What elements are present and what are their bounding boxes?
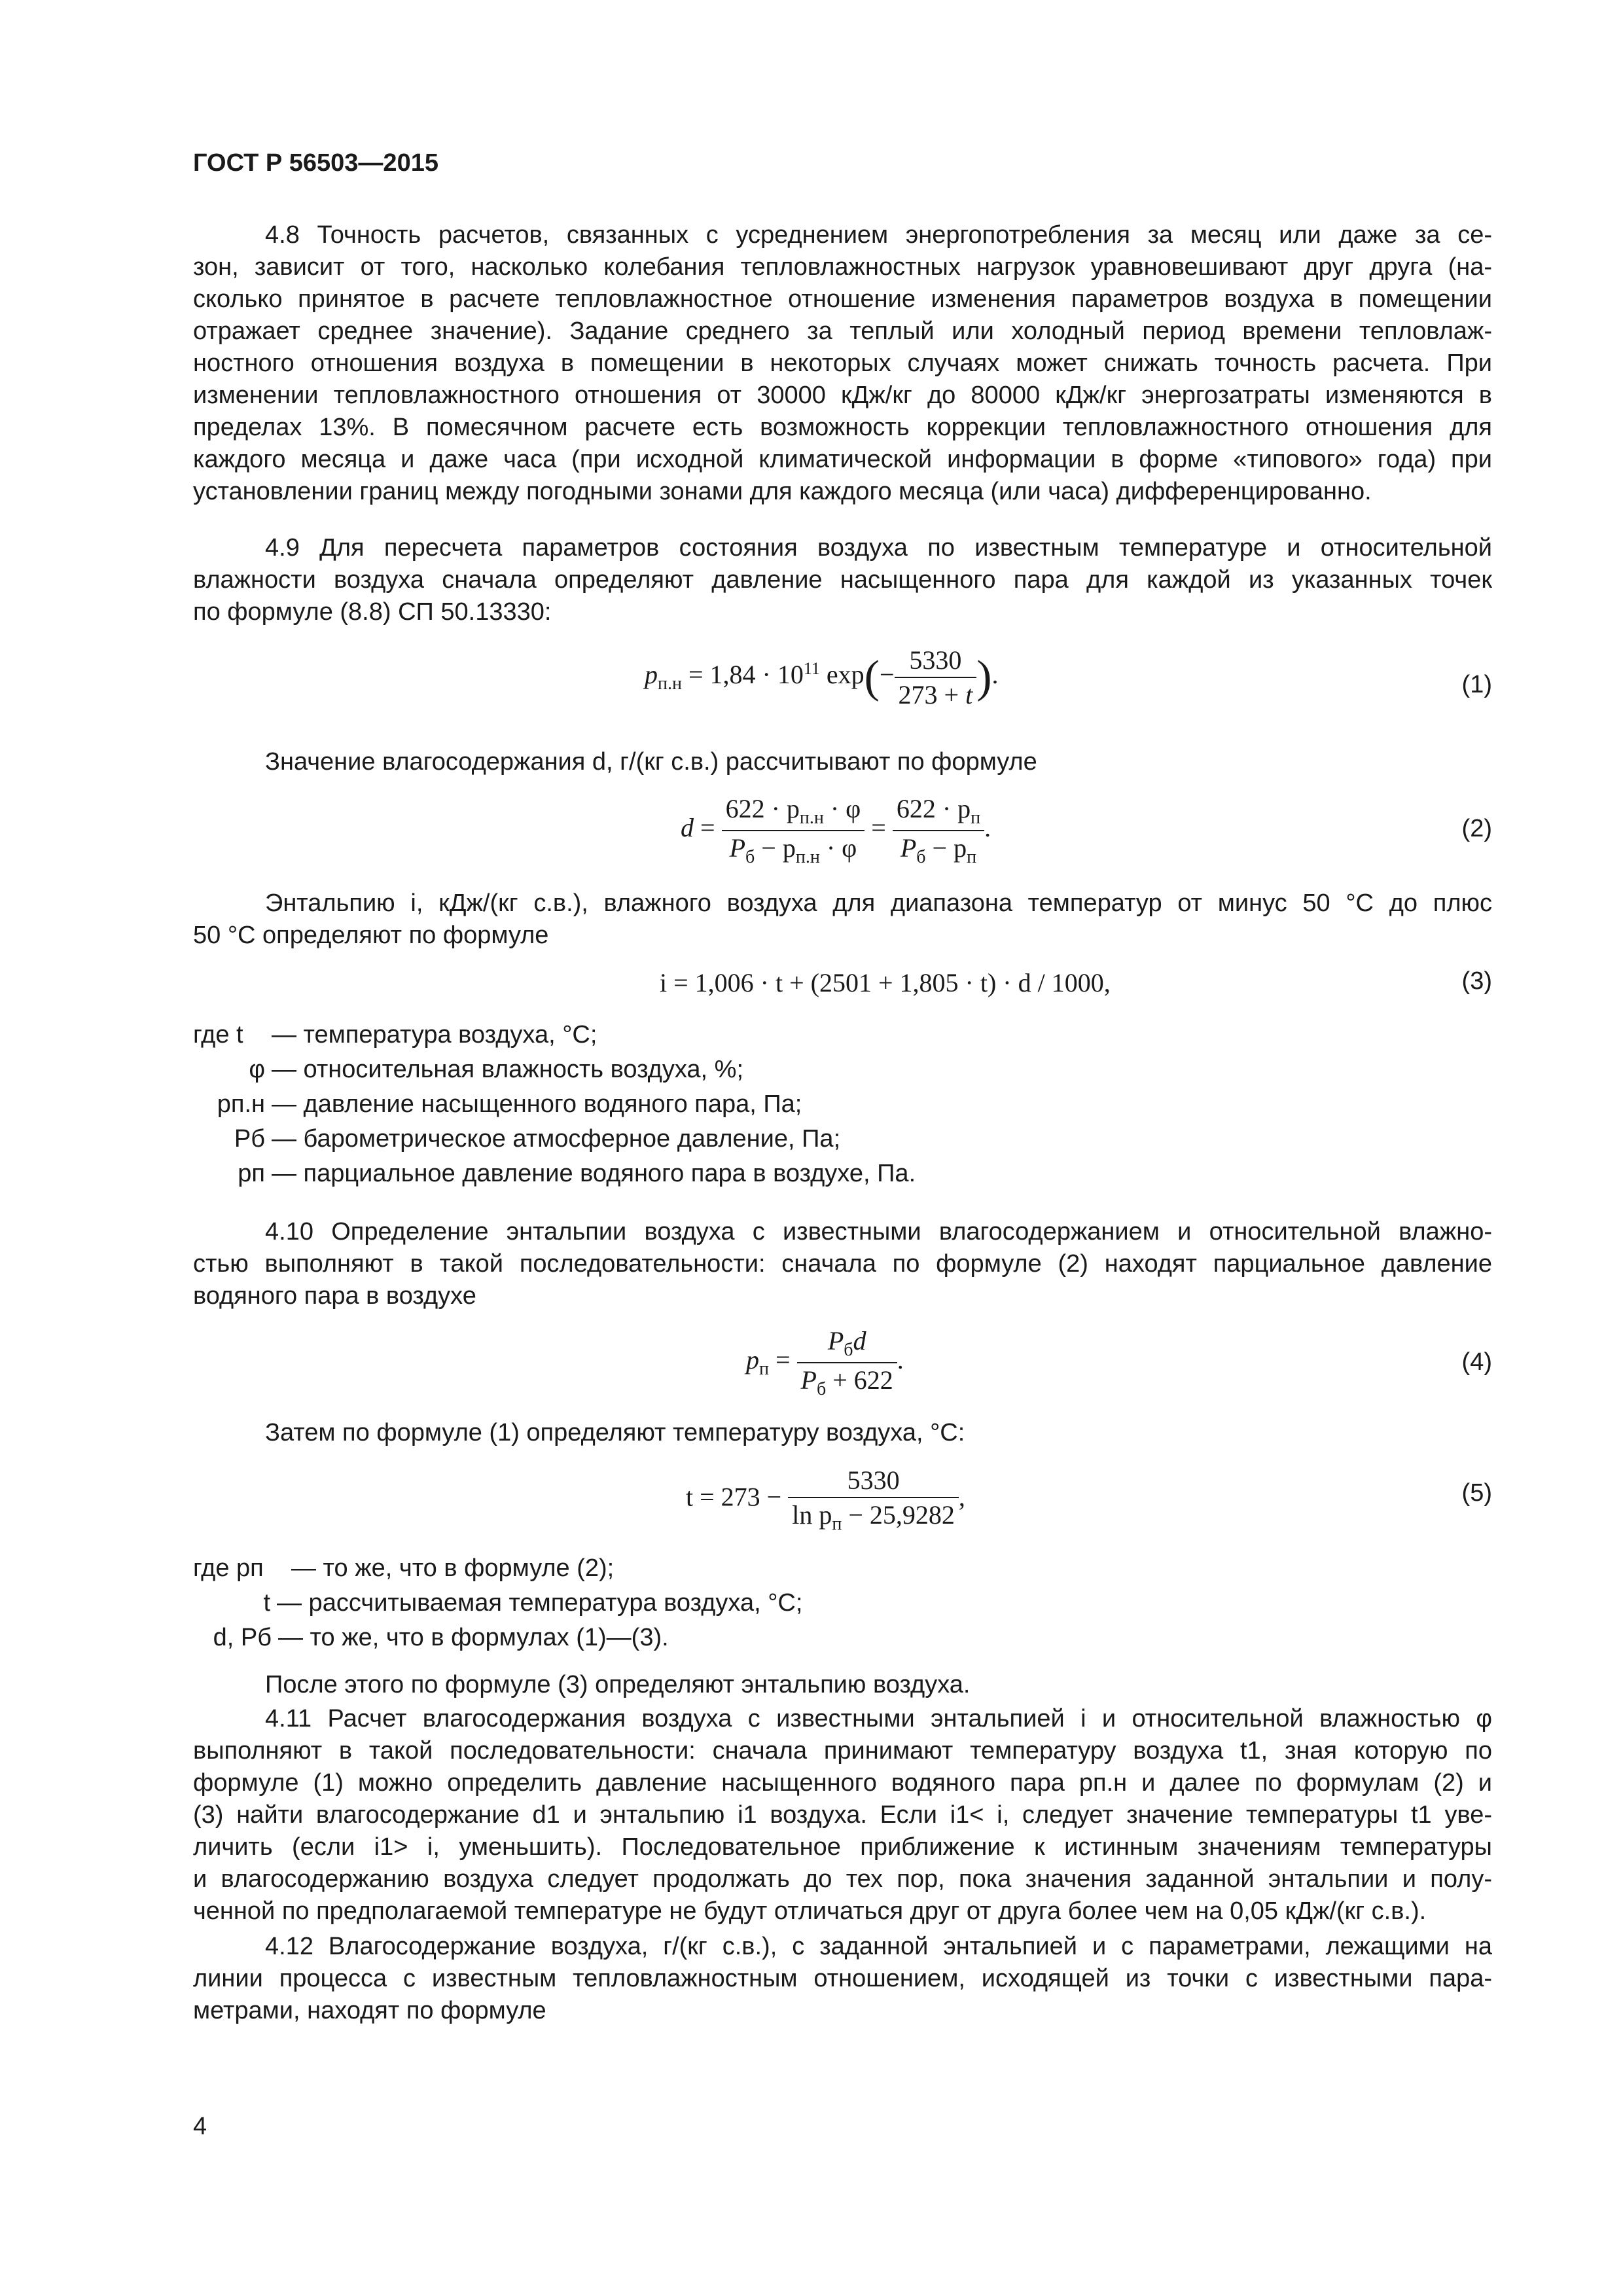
text-line: 4.8 Точность расчетов, связанных с усреднением энергопотребления за месяц или даже за се- [265,221,1492,249]
formula-number: (2) [1461,815,1492,842]
formula-5: t = 273 − $\frac{5330}{\ln p_п - 25,9282}$ , [686,1465,965,1534]
legend-row: t — рассчитываемая температура воздуха, °С; [263,1589,803,1617]
text-line: Значение влагосодержания d, г/(кг с.в.) рассчитывают по формуле [265,748,1037,776]
paragraph-4-8 [193,219,1492,508]
text-line: 4.10 Определение энтальпии воздуха с известными влагосодержанием и относительной влажно- [265,1218,1492,1246]
text-line: установлении границ между погодными зонами для каждого месяца (или часа) дифференцированно. [193,478,1372,505]
text-line: 4.11 Расчет влагосодержания воздуха с известными энтальпией i и относительной влажностью φ [265,1705,1492,1732]
text-line: Затем по формуле (1) определяют температуру воздуха, °С: [265,1419,965,1446]
formula-number: (1) [1461,671,1492,698]
text-line: влажности воздуха сначала определяют давление насыщенного пара для каждой из указанных точек [193,566,1492,594]
text-line: 4.9 Для пересчета параметров состояния воздуха по известным температуре и относительной [265,534,1492,562]
text-line: выполняют в такой последовательности: сначала принимают температуру воздуха t1, зная которую по [193,1737,1492,1765]
text-line: ностного отношения воздуха в помещении в некоторых случаях может снижать точность расчета. При [193,350,1492,377]
formula-2: d = $\frac{622 \cdot p_{п.н} \cdot \varphi}{P_б - p_{п.н} \cdot \varphi}$ = $\frac{622 \cdot p_п}{P_б - p_п}$ . [681,794,991,867]
paragraph-d [193,746,1492,778]
text-line: сколько принятое в расчете тепловлажностное отношение изменения параметров воздуха в помещении [193,285,1492,313]
paragraph-4-11 [193,1703,1492,1928]
paragraph-t [193,1417,1492,1449]
formula-number: (5) [1461,1479,1492,1507]
text-line: каждого месяца и даже часа (при исходной климатической информации в форме «типового» года) при [193,446,1492,473]
formula-number: (3) [1461,967,1492,995]
variable-legend [193,1551,1240,1655]
formula-number: (4) [1461,1348,1492,1376]
paragraph-4-12 [193,1931,1492,2027]
text-line: формуле (1) можно определить давление насыщенного водяного пара pп.н и далее по формулам (2) и [193,1769,1492,1797]
text-line: линии процесса с известным тепловлажностным отношением, исходящей из точки с известными пара- [193,1965,1492,1992]
legend-row: pп — парциальное давление водяного пара в воздухе, Па. [238,1160,916,1187]
legend-row: d, Pб — то же, что в формулах (1)—(3). [213,1624,669,1651]
variable-legend [193,1018,1240,1191]
legend-row: где pп — то же, что в формуле (2); [193,1554,615,1582]
paragraph-4-10 [193,1216,1492,1312]
paragraph-4-9 [193,532,1492,628]
paragraph-after [193,1669,1492,1701]
legend-row: где t — температура воздуха, °С; [193,1021,597,1049]
legend-row: φ — относительная влажность воздуха, %; [249,1056,743,1083]
formula-1: $p_{п.н} = 1,84 \cdot 10^{11}$ exp(− $\frac{5330}{273 + t}$ ). [645,645,999,709]
text-line: метрами, находят по формуле [193,1997,546,2024]
formula-3: i = 1,006 · t + (2501 + 1,805 · t) · d / 1000, [660,968,1111,997]
legend-row: pп.н — давление насыщенного водяного пара, Па; [217,1090,802,1118]
text-line: и влагосодержанию воздуха следует продолжать до тех пор, пока значения заданной энтальпии и полу- [193,1865,1492,1893]
paragraph-i [193,888,1492,952]
text-line: пределах 13%. В помесячном расчете есть возможность коррекции тепловлажностного отношения для [193,414,1492,441]
text-line: стью выполняют в такой последовательности: сначала по формуле (2) находят парциальное давление [193,1250,1492,1278]
text-line: по формуле (8.8) СП 50.13330: [193,598,552,626]
page-number: 4 [193,2113,207,2140]
text-line: 4.12 Влагосодержание воздуха, г/(кг с.в.), с заданной энтальпией и с параметрами, лежащими на [265,1933,1492,1960]
text-line: После этого по формуле (3) определяют энтальпию воздуха. [265,1671,971,1698]
text-line: отражает среднее значение). Задание среднего за теплый или холодный период времени тепловлаж- [193,317,1492,345]
text-line: ченной по предполагаемой температуре не будут отличаться друг от друга более чем на 0,05 кДж/(кг с.в.). [193,1897,1427,1925]
text-line: 50 °С определяют по формуле [193,922,549,949]
text-line: водяного пара в воздухе [193,1282,476,1310]
formula-4: $p_п$ = $\frac{P_бd}{P_б + 622}$ . [746,1326,904,1399]
text-line: (3) найти влагосодержание d1 и энтальпию i1 воздуха. Если i1< i, следует значение температуры t1 уве- [193,1801,1492,1829]
text-line: изменении тепловлажностного отношения от 30000 кДж/кг до 80000 кДж/кг энергозатраты изменяются в [193,382,1492,409]
text-line: Энтальпию i, кДж/(кг с.в.), влажного воздуха для диапазона температур от минус 50 °С до плюс [265,889,1492,917]
legend-row: Pб — барометрическое атмосферное давление, Па; [234,1125,841,1153]
text-line: зон, зависит от того, насколько колебания тепловлажностных нагрузок уравновешивают друг друга (на- [193,253,1492,281]
text-line: личить (если i1> i, уменьшить). Последовательное приближение к истинным значениям температуры [193,1833,1492,1861]
document-header: ГОСТ Р 56503—2015 [193,149,438,177]
